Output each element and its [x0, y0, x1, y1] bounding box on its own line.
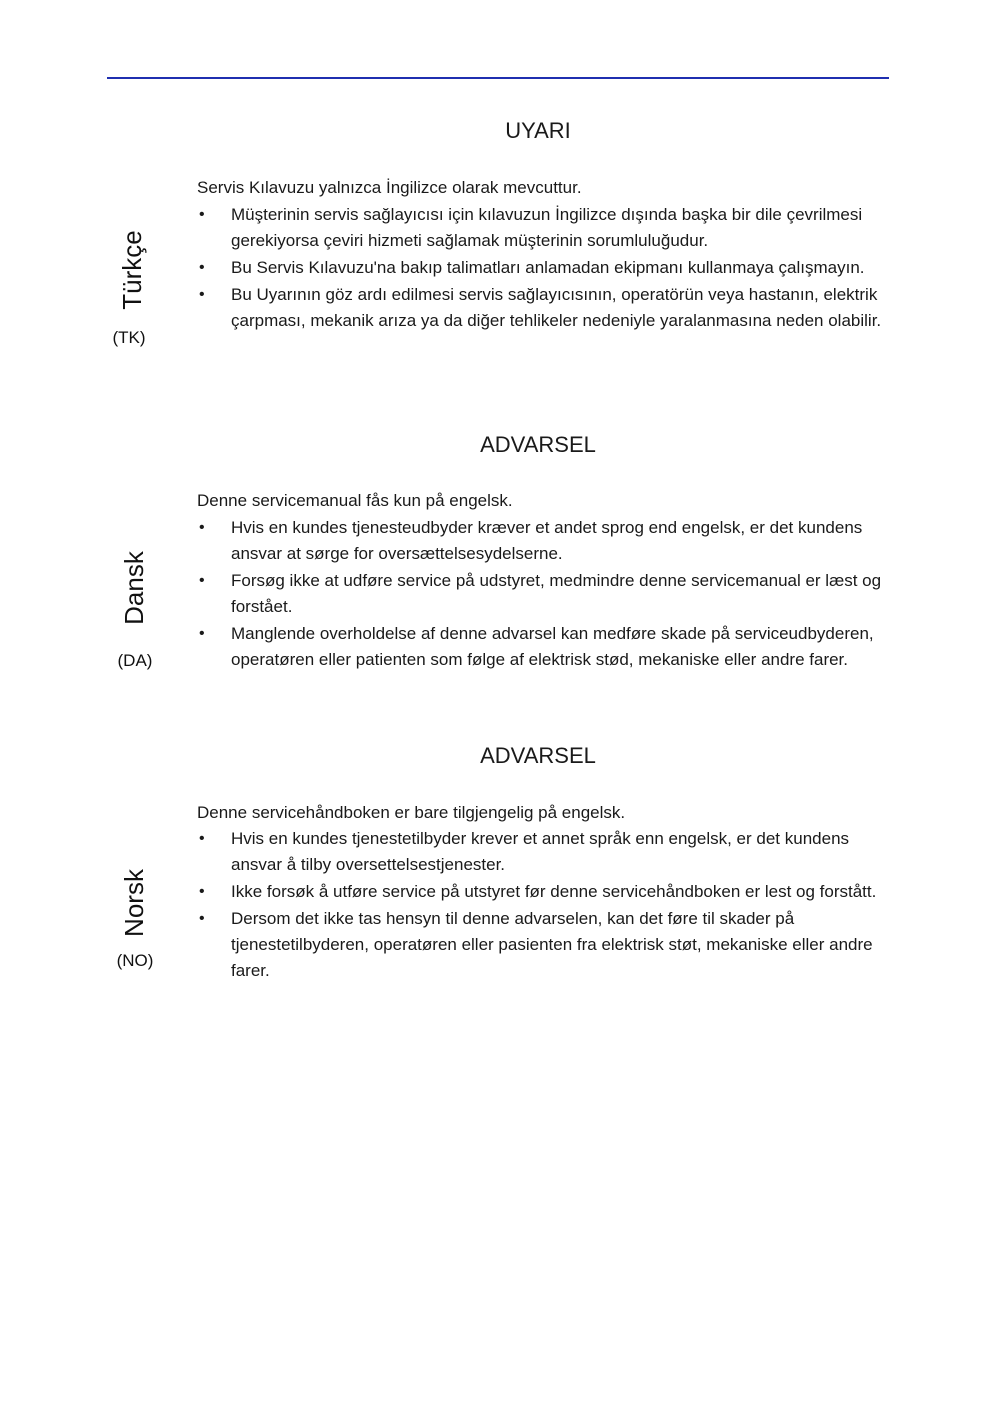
- language-code: (DA): [117, 651, 153, 670]
- list-item-text: Ikke forsøk å utføre service på utstyret før denne servicehåndboken er lest og forstått.: [231, 882, 877, 901]
- bullet-icon: •: [199, 883, 205, 900]
- list-item-text: Bu Uyarının göz ardı edilmesi servis sağlayıcısının, operatörün veya hastanın, elektrik çarpması, mekanik arıza ya da diğer tehlikeler nedeniyle yaralanmasına neden olabilir.: [231, 285, 882, 330]
- warning-list: [197, 202, 897, 335]
- language-code: (TK): [112, 328, 146, 347]
- list-item: [197, 202, 897, 254]
- list-item: [197, 906, 897, 984]
- list-item: [197, 826, 897, 878]
- bullet-icon: •: [199, 910, 205, 927]
- warning-heading: UYARI: [505, 118, 571, 143]
- list-item-text: Manglende overholdelse af denne advarsel kan medføre skade på serviceudbyderen, operatøren eller patienten som følge af elektrisk stød, mekaniske eller andre farer.: [231, 624, 874, 669]
- warning-list: [197, 826, 897, 985]
- list-item: [197, 879, 897, 905]
- list-item-text: Forsøg ikke at udføre service på udstyret, medmindre denne servicemanual er læst og forstået.: [231, 571, 882, 616]
- bullet-icon: •: [199, 259, 205, 276]
- list-item-text: Bu Servis Kılavuzu'na bakıp talimatları anlamadan ekipmanı kullanmaya çalışmayın.: [231, 258, 865, 277]
- language-label: Dansk: [119, 551, 149, 625]
- list-item-text: Hvis en kundes tjenestetilbyder krever et annet språk enn engelsk, er det kundens ansvar å tilby oversettelsestjenester.: [231, 829, 850, 874]
- list-item: [197, 255, 897, 281]
- list-item: [197, 621, 897, 673]
- list-item-text: Dersom det ikke tas hensyn til denne advarselen, kan det føre til skader på tjenestetilbyderen, operatøren eller pasienten fra elektrisk støt, mekaniske eller andre farer.: [231, 909, 873, 980]
- bullet-icon: •: [199, 519, 205, 536]
- list-item-text: Müşterinin servis sağlayıcısı için kılavuzun İngilizce dışında başka bir dile çevrilmesi gerekiyorsa çeviri hizmeti sağlamak müşterinin sorumluluğudur.: [231, 205, 863, 250]
- list-item: [197, 568, 897, 620]
- list-item: [197, 282, 897, 334]
- language-code: (NO): [116, 951, 154, 970]
- bullet-icon: •: [199, 572, 205, 589]
- language-label: Türkçe: [117, 230, 147, 310]
- intro-text: Denne servicemanual fås kun på engelsk.: [197, 491, 513, 510]
- warning-heading: ADVARSEL: [480, 743, 596, 768]
- intro-text: Denne servicehåndboken er bare tilgjengelig på engelsk.: [197, 803, 626, 822]
- bullet-icon: •: [199, 286, 205, 303]
- list-item: [197, 515, 897, 567]
- bullet-icon: •: [199, 625, 205, 642]
- header-rule: [107, 77, 889, 79]
- bullet-icon: •: [199, 206, 205, 223]
- intro-text: Servis Kılavuzu yalnızca İngilizce olarak mevcuttur.: [197, 178, 582, 197]
- warning-list: [197, 515, 897, 674]
- warning-heading: ADVARSEL: [480, 432, 596, 457]
- language-label: Norsk: [119, 869, 149, 937]
- bullet-icon: •: [199, 830, 205, 847]
- list-item-text: Hvis en kundes tjenesteudbyder kræver et andet sprog end engelsk, er det kundens ansvar at sørge for oversættelsesydelserne.: [231, 518, 863, 563]
